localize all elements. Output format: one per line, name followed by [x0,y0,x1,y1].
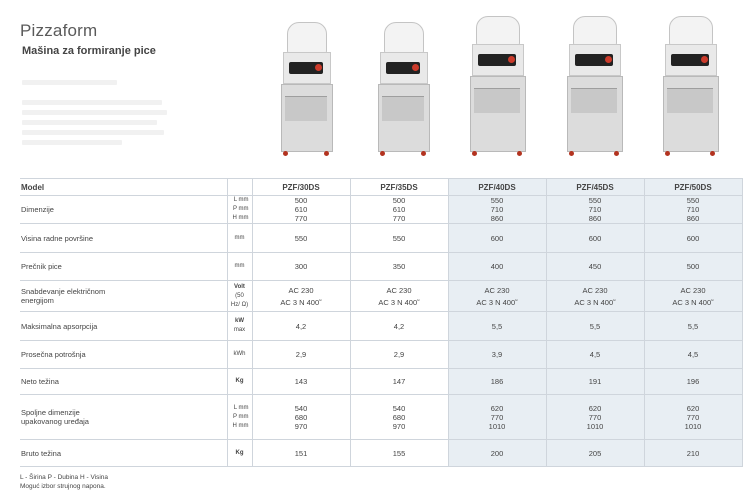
value-cell [350,395,448,440]
unit-text: (50 [235,292,244,299]
unit-text: mm [234,263,245,269]
value-text: 620 [686,403,700,413]
row-unit [227,341,252,369]
unit-text: P mm [232,413,249,420]
value-cell [350,369,448,395]
table-row [20,253,742,281]
value-text: AC 3 N 400˜ [672,297,714,307]
value-text: 400 [490,262,504,271]
value-text: 550 [294,233,308,243]
model-header: PZF/40DS [448,179,546,196]
row-unit [227,196,252,224]
row-label: Model [20,179,227,196]
row-label: Spoljne dimenzije upakovanog uređaja [20,395,227,440]
machine-wheel [710,151,715,156]
value-text: 770 [294,214,308,223]
unit-text: Kg [235,449,244,456]
value-text: 155 [392,448,406,458]
value-text: AC 230 [484,285,510,295]
value-text: 860 [588,214,602,223]
machine-dome [476,16,520,46]
value-text: 2,9 [393,350,405,359]
value-cell [644,224,742,253]
unit-text: L mm [233,404,249,411]
value-text: 770 [490,412,504,422]
value-cell [252,312,350,341]
model-header: PZF/45DS [546,179,644,196]
value-cell [546,224,644,253]
row-unit [227,312,252,341]
machine-knob [315,64,322,71]
value-text: 5,5 [687,321,699,331]
value-text: 4,2 [393,321,405,331]
value-cell [252,395,350,440]
row-unit [227,440,252,467]
value-text: 550 [392,233,406,243]
machine-wheel [380,151,385,156]
value-cell [546,196,644,224]
machine-wheel [665,151,670,156]
row-label: Prečnik pice [20,253,227,281]
value-text: 210 [686,448,700,458]
value-text: 610 [392,205,406,214]
value-text: 550 [490,196,504,205]
unit-text: kW [235,318,244,324]
value-cell [546,369,644,395]
table-row [20,312,742,341]
machine-slot [382,96,424,121]
value-text: 770 [686,412,700,422]
row-label: Neto težina [20,369,227,395]
value-text: 770 [392,214,406,223]
row-label: Visina radne površine [20,224,227,253]
value-cell [350,312,448,341]
value-cell [546,253,644,281]
row-unit [227,179,252,196]
value-cell [448,341,546,369]
row-unit [227,369,252,395]
unit-text: mm [234,234,245,241]
unit-text: kWh [233,351,246,357]
machine-dome [384,22,424,54]
value-text: 300 [294,262,308,271]
machine-knob [605,56,612,63]
table-row [20,281,742,312]
machine-dome [573,16,617,46]
footer-notes [20,473,108,491]
value-cell [448,440,546,467]
value-text: 147 [392,377,406,386]
value-text: 540 [392,403,406,413]
value-text: AC 3 N 400˜ [378,297,420,307]
value-cell [644,341,742,369]
value-cell [546,341,644,369]
value-text: 151 [294,448,308,458]
value-text: 500 [392,196,406,205]
machine-knob [508,56,515,63]
table-row [20,369,742,395]
row-unit [227,281,252,312]
row-label: Bruto težina [20,440,227,467]
value-text: 600 [686,233,700,243]
value-text: 550 [588,196,602,205]
value-text: 860 [490,214,504,223]
table-row [20,341,742,369]
value-text: 500 [294,196,308,205]
value-text: 205 [588,448,602,458]
value-text: 4,5 [589,350,601,359]
machine-wheel [283,151,288,156]
value-text: AC 230 [386,285,412,295]
value-text: 1010 [488,421,506,431]
value-text: 710 [588,205,602,214]
unit-text: H mm [232,422,249,429]
machine-wheel [614,151,619,156]
model-header: PZF/35DS [350,179,448,196]
value-cell [350,224,448,253]
value-cell [252,196,350,224]
value-text: 970 [392,421,406,431]
value-text: 620 [588,403,602,413]
value-cell [448,253,546,281]
row-unit [227,253,252,281]
value-text: 620 [490,403,504,413]
value-text: AC 230 [680,285,706,295]
value-cell [644,253,742,281]
value-text: AC 3 N 400˜ [574,297,616,307]
value-cell [644,440,742,467]
machine-wheel [472,151,477,156]
value-text: 2,9 [295,350,307,359]
machine-dome [669,16,713,46]
machine-knob [412,64,419,71]
spec-table [20,178,743,467]
footer-voltage-note: Moguć izbor strujnog napona. [20,483,106,490]
machine-wheel [569,151,574,156]
value-cell [546,395,644,440]
value-text: 710 [490,205,504,214]
value-text: 680 [294,412,308,422]
footer-legend: L - Širina P - Dubina H - Visina [20,474,109,481]
value-text: 5,5 [491,321,503,331]
value-cell [252,440,350,467]
value-cell [546,281,644,312]
page-subtitle: Mašina za formiranje pice [22,45,156,57]
value-text: 450 [588,262,602,271]
machine-wheel [324,151,329,156]
value-text: 196 [686,377,700,386]
value-cell [252,341,350,369]
table-row [20,395,742,440]
page-title: Pizzaform [20,21,98,40]
row-label: Prosečna potrošnja [20,341,227,369]
machine-slot [571,88,617,113]
value-text: 3,9 [491,350,503,359]
value-cell [546,440,644,467]
value-cell [252,253,350,281]
unit-text: Volt [234,283,245,290]
unit-text: H mm [232,215,249,221]
value-text: 770 [588,412,602,422]
unit-text: L mm [233,197,249,203]
faded-text-block-2 [22,100,172,150]
unit-text: Kg [235,378,244,384]
value-cell [644,395,742,440]
value-cell [350,281,448,312]
value-text: 200 [490,448,504,458]
value-text: 143 [294,377,308,386]
value-text: AC 3 N 400˜ [476,297,518,307]
value-cell [644,369,742,395]
value-text: 600 [490,233,504,243]
value-text: 1010 [586,421,604,431]
value-cell [252,281,350,312]
row-label: Snabdevanje električnom energijom [20,281,227,312]
model-header: PZF/30DS [252,179,350,196]
value-cell [350,253,448,281]
machine-slot [285,96,327,121]
unit-text: P mm [232,206,249,212]
value-text: AC 3 N 400˜ [280,297,322,307]
value-cell [644,312,742,341]
machine-dome [287,22,327,54]
machine-wheel [421,151,426,156]
row-label: Dimenzije [20,196,227,224]
value-text: 540 [294,403,308,413]
value-text: 4,5 [687,350,699,359]
value-text: 600 [588,233,602,243]
value-cell [448,224,546,253]
value-cell [252,369,350,395]
value-text: 1010 [684,421,702,431]
value-text: 4,2 [295,321,307,331]
value-cell [252,224,350,253]
header-row [20,179,742,196]
value-text: 550 [686,196,700,205]
value-text: 610 [294,205,308,214]
unit-text: Hz/ Ω) [230,301,249,308]
value-text: 970 [294,421,308,431]
value-cell [448,395,546,440]
machine-slot [667,88,713,113]
table-row [20,196,742,224]
unit-text: max [233,327,246,333]
row-label: Maksimalna apsorpcija [20,312,227,341]
value-cell [350,341,448,369]
value-cell [448,281,546,312]
value-text: 710 [686,205,700,214]
value-text: AC 230 [582,285,608,295]
table-row [20,224,742,253]
table-row [20,440,742,467]
value-text: AC 230 [288,285,314,295]
value-text: 860 [686,214,700,223]
machine-slot [474,88,520,113]
faded-text-block-1 [22,80,172,90]
value-text: 5,5 [589,321,601,331]
value-cell [644,281,742,312]
value-cell [350,440,448,467]
value-cell [350,196,448,224]
machine-knob [701,56,708,63]
value-text: 191 [588,377,602,386]
value-cell [448,312,546,341]
value-cell [546,312,644,341]
value-text: 680 [392,412,406,422]
value-cell [448,196,546,224]
row-unit [227,224,252,253]
value-text: 186 [490,377,504,386]
value-text: 350 [392,262,406,271]
model-header: PZF/50DS [644,179,742,196]
value-cell [448,369,546,395]
row-unit [227,395,252,440]
value-cell [644,196,742,224]
value-text: 500 [686,262,700,271]
machine-wheel [517,151,522,156]
